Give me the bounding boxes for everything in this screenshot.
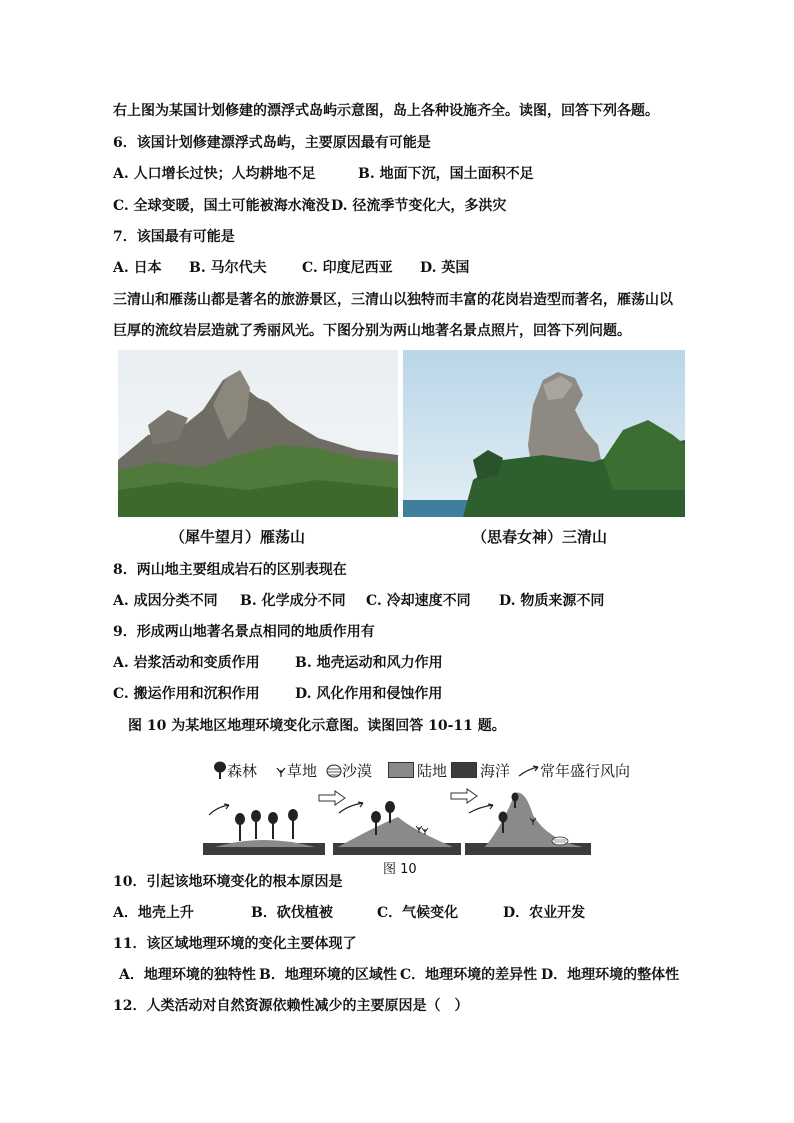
q7-option-a[interactable]: A. 日本 [113,260,162,276]
q7-option-b[interactable]: B. 马尔代夫 [189,260,267,276]
q10-option-d[interactable]: D．农业开发 [503,905,586,921]
q7-option-d[interactable]: D. 英国 [420,260,470,276]
legend-forest [213,760,257,781]
q6-option-d[interactable]: D. 径流季节变化大，多洪灾 [331,198,507,214]
legend-forest-label: 森林 [227,762,258,780]
legend-land-label: 陆地 [417,762,448,780]
grass-icon [275,764,287,778]
q8-option-c[interactable]: C. 冷却速度不同 [366,593,471,609]
ocean-swatch [451,762,477,778]
figure-10-label: 图 10 [383,862,417,877]
q10-option-b[interactable]: B．砍伐植被 [251,905,333,921]
question-8-stem: 8．两山地主要组成岩石的区别表现在 [113,562,347,578]
q8-option-d[interactable]: D. 物质来源不同 [499,593,605,609]
stage-2 [333,801,461,855]
question-12-stem: 12．人类活动对自然资源依赖性减少的主要原因是（ ） [113,998,469,1014]
legend-ocean [451,760,510,781]
legend-grass [275,760,317,781]
photo-captions [113,517,685,553]
q6-option-c[interactable]: C. 全球变暖，国土可能被海水淹没 [113,198,330,214]
caption-yandang: （犀牛望月）雁荡山 [170,528,306,546]
question-9-stem: 9．形成两山地著名景点相同的地质作用有 [113,624,375,640]
legend-desert [326,760,372,781]
q8-option-a[interactable]: A. 成因分类不同 [113,593,218,609]
figure-10-diagram [203,785,593,861]
land-swatch [388,762,414,778]
q9-option-b[interactable]: B. 地壳运动和风力作用 [295,655,443,671]
q10-option-a[interactable]: A．地壳上升 [113,905,194,921]
question-10-stem: 10．引起该地环境变化的根本原因是 [113,874,343,890]
q10-option-c[interactable]: C．气候变化 [377,905,459,921]
q11-option-d[interactable]: D．地理环境的整体性 [541,967,680,983]
legend-grass-label: 草地 [287,762,318,780]
legend-desert-label: 沙漠 [342,762,373,780]
wind-arrow-icon [518,764,540,778]
legend-land [388,760,447,781]
q11-option-b[interactable]: B．地理环境的区域性 [259,967,397,983]
q9-option-c[interactable]: C. 搬运作用和沉积作用 [113,686,260,702]
tree-icon [213,761,227,779]
legend-ocean-label: 海洋 [480,762,511,780]
q9-option-a[interactable]: A. 岩浆活动和变质作用 [113,655,260,671]
question-6-stem: 6．该国计划修建漂浮式岛屿，主要原因最有可能是 [113,135,431,151]
desert-icon [326,764,342,778]
intro-figure-10: 图 10 为某地区地理环境变化示意图。读图回答 10-11 题。 [128,718,506,734]
q11-option-c[interactable]: C．地理环境的差异性 [400,967,538,983]
stage-1 [203,804,325,855]
question-11-stem: 11．该区域地理环境的变化主要体现了 [113,936,357,952]
intro-island: 右上图为某国计划修建的漂浮式岛屿示意图，岛上各种设施齐全。读图，回答下列各题。 [113,103,659,119]
q9-option-d[interactable]: D. 风化作用和侵蚀作用 [295,686,443,702]
question-7-stem: 7．该国最有可能是 [113,229,235,245]
legend-wind [518,760,630,781]
photo-yandang-mountain [118,350,398,517]
intro-mountains-line-2: 巨厚的流纹岩层造就了秀丽风光。下图分别为两山地著名景点照片，回答下列问题。 [113,323,631,339]
q6-option-b[interactable]: B. 地面下沉，国土面积不足 [358,166,534,182]
stage-3 [465,792,591,855]
q11-option-a[interactable]: A．地理环境的独特性 [119,967,256,983]
q7-option-c[interactable]: C. 印度尼西亚 [302,260,393,276]
q8-option-b[interactable]: B. 化学成分不同 [240,593,346,609]
caption-sanqing: （思春女神）三清山 [472,528,608,546]
q6-option-a[interactable]: A. 人口增长过快；人均耕地不足 [113,166,316,182]
intro-mountains-line-1: 三清山和雁荡山都是著名的旅游景区，三清山以独特而丰富的花岗岩造型而著名，雁荡山以 [113,292,673,308]
legend-wind-label: 常年盛行风向 [540,762,631,780]
photo-sanqing-mountain [403,350,685,517]
